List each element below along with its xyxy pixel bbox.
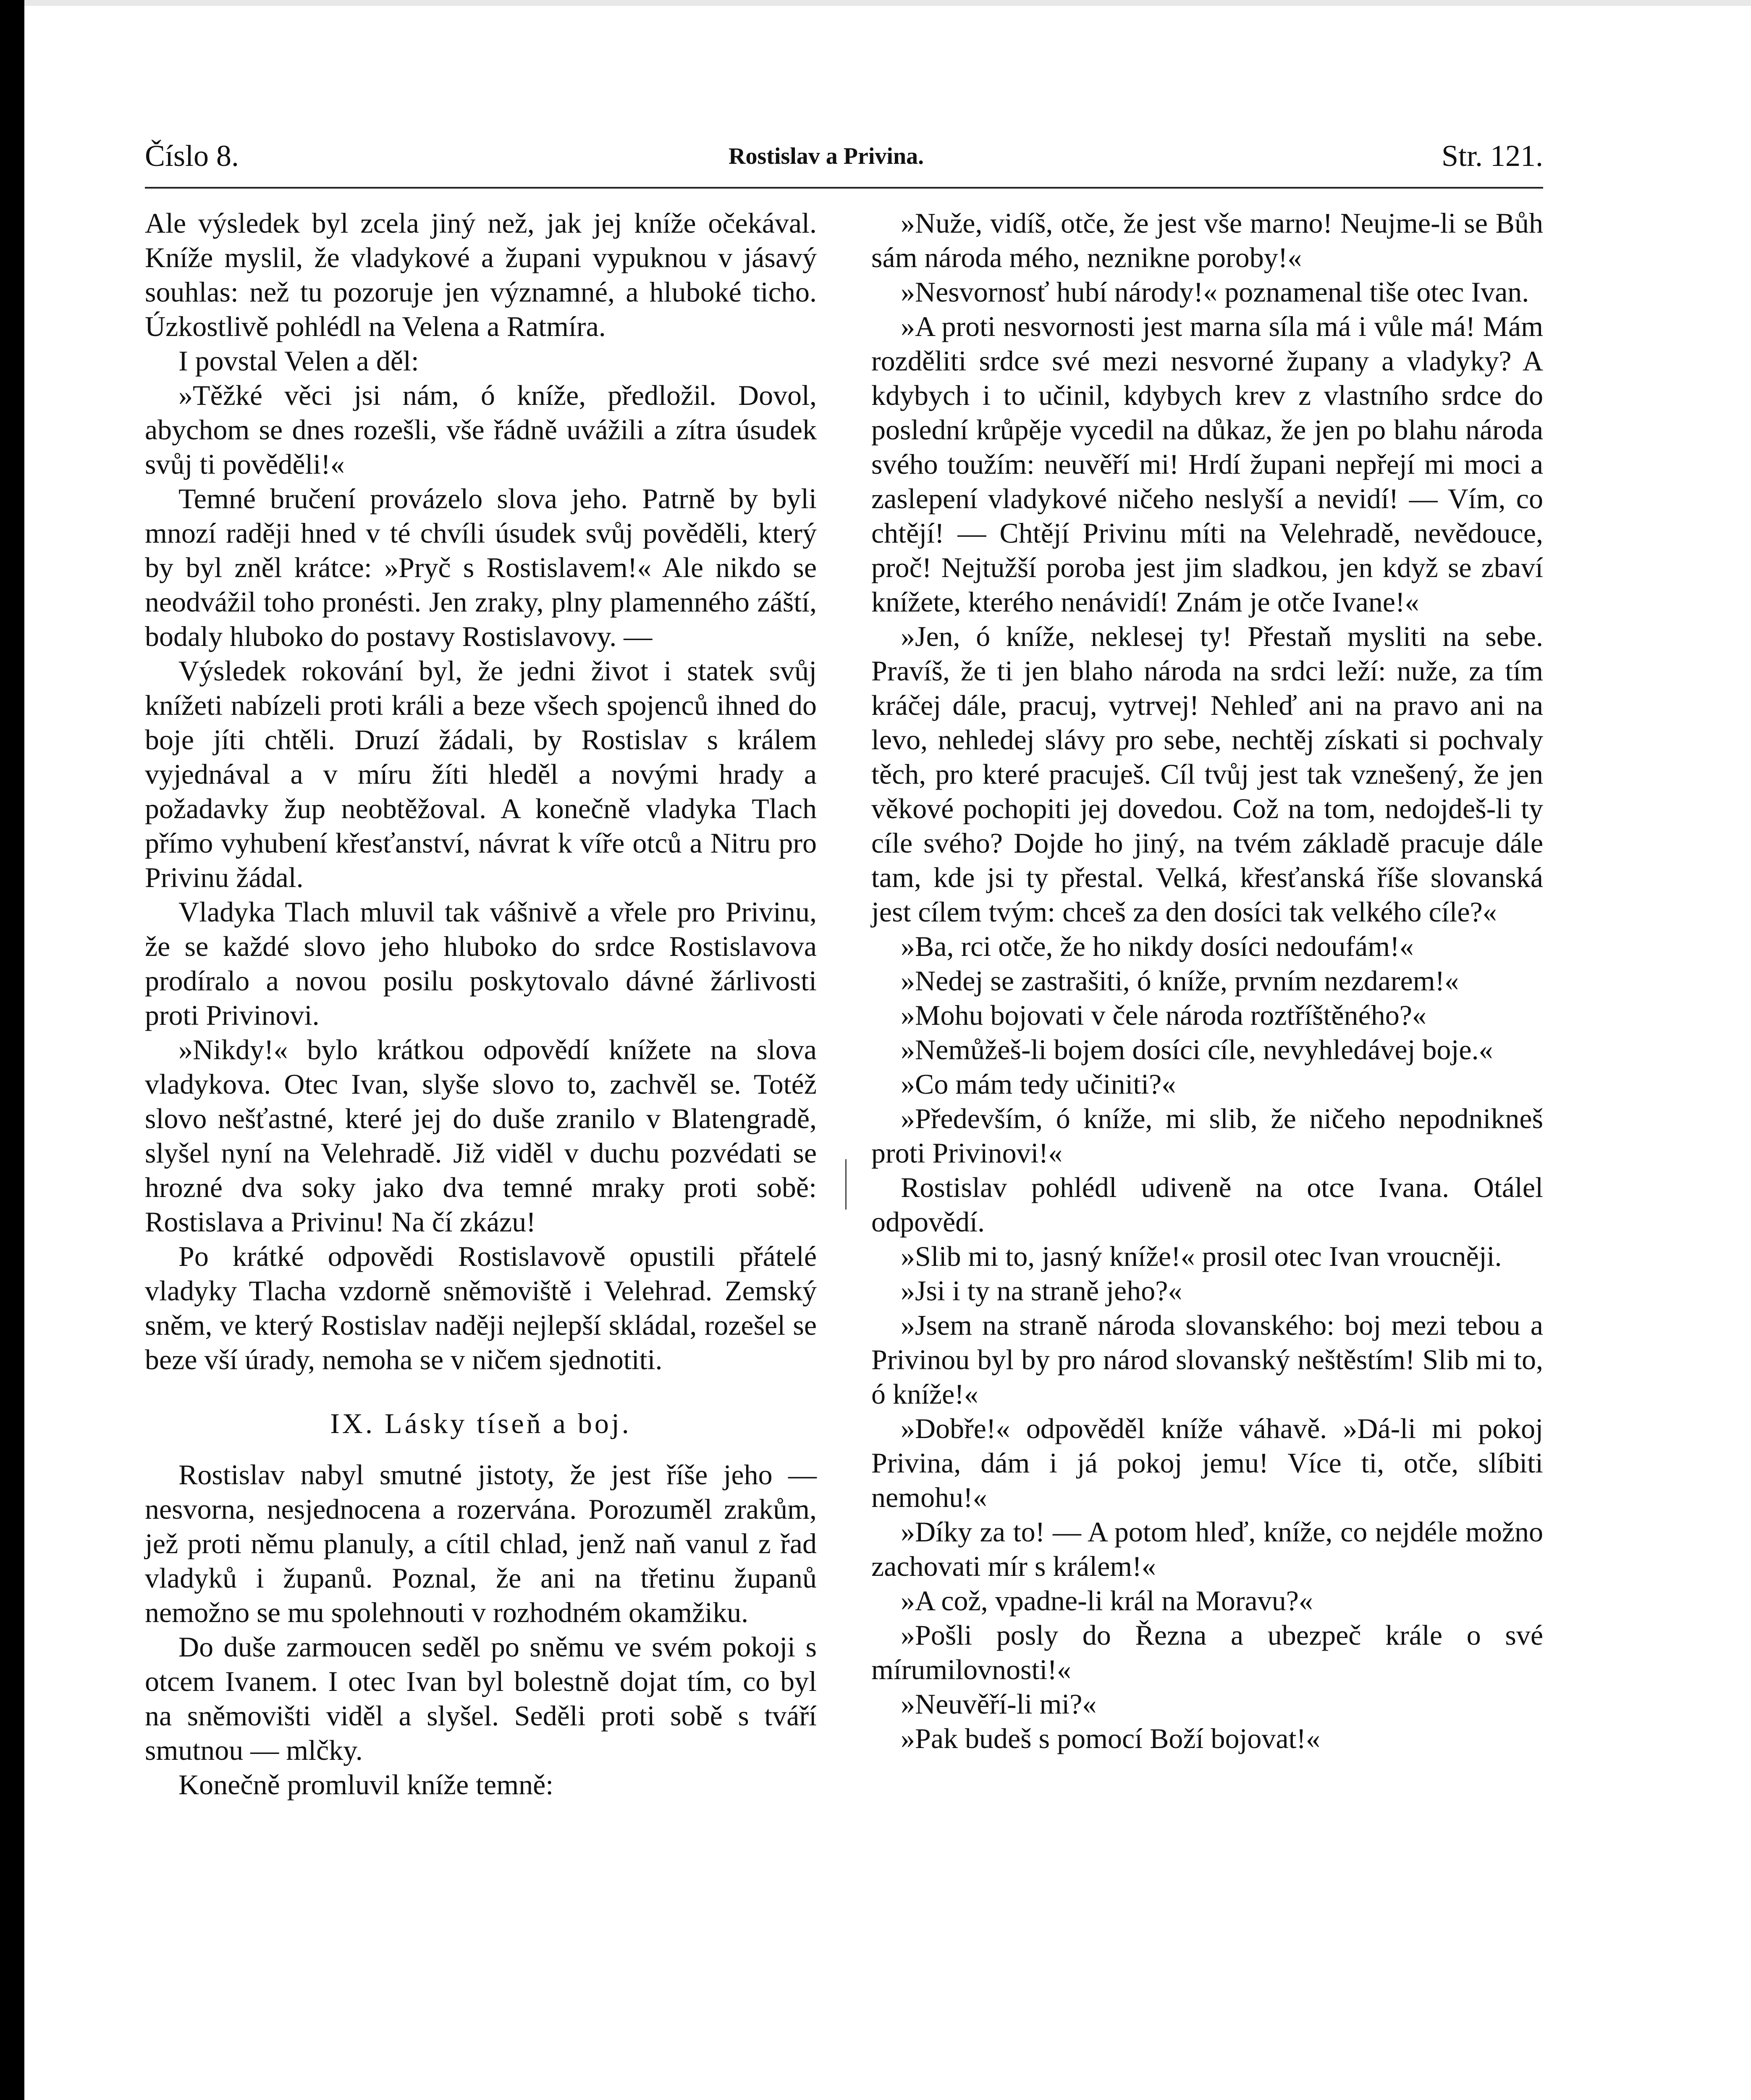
paragraph: »Jsi i ty na straně jeho?« [901, 1275, 1182, 1307]
paragraph: »Dobře!« odpověděl kníže váhavě. »Dá-li mi pokoj Privina, dám i já pokoj jemu! Více ti, otče, slíbiti nemohu!« [871, 1412, 1543, 1513]
paragraph: »Nedej se zastrašiti, ó kníže, prvním nezdarem!« [901, 965, 1459, 997]
right-column [871, 206, 1543, 1756]
paragraph: Rostislav pohlédl udiveně na otce Ivana. Otálel odpovědí. [871, 1171, 1543, 1238]
column-divider [845, 1159, 847, 1210]
left-column [145, 206, 817, 1802]
scan-top-edge [0, 0, 1751, 6]
paragraph: »Především, ó kníže, mi slib, že ničeho nepodnikneš proti Privinovi!« [871, 1102, 1543, 1169]
page-header [145, 126, 1543, 185]
issue-number: Číslo 8. [145, 139, 239, 173]
header-rule [145, 187, 1543, 189]
paragraph: Rostislav nabyl smutné jistoty, že jest říše jeho — nesvorna, nesjednocena a rozervána. Porozuměl zrakům, jež proti němu planuly, a cítil chlad, jenž naň vanul z řad vladyků i županů. Poznal, že ani na třetinu županů nemožno se mu spolehnouti v rozhodném okamžiku. [145, 1459, 817, 1628]
paragraph: »Nuže, vidíš, otče, že jest vše marno! Neujme-li se Bůh sám národa mého, neznikne poroby!« [871, 207, 1543, 273]
page-number: Str. 121. [1441, 139, 1543, 173]
paragraph: Ale výsledek byl zcela jiný než, jak jej kníže očekával. Kníže myslil, že vladykové a župani vypuknou v jásavý souhlas: než tu pozoruje jen významné, a hluboké ticho. Úzkostlivě pohlédl na Velena a Ratmíra. [145, 207, 817, 342]
paragraph: »Pošli posly do Řezna a ubezpeč krále o své mírumilovnosti!« [871, 1619, 1543, 1685]
paragraph: »A proti nesvornosti jest marna síla má i vůle má! Mám rozděliti srdce své mezi nesvorné župany a vladyky? A kdybych i to učinil, kdybych krev z vlastního srdce do poslední krůpěje vycedil na důkaz, že jen po blahu národa svého toužím: neuvěří mi! Hrdí župani nepřejí mi moci a zaslepení vladykové ničeho neslyší a nevidí! — Vím, co chtějí! — Chtějí Privinu míti na Velehradě, nevědouce, proč! Nejtužší poroba jest jim sladkou, jen když se zbaví knížete, kterého nenávidí! Znám je otče Ivane!« [871, 310, 1543, 618]
paragraph: »Nesvornosť hubí národy!« poznamenal tiše otec Ivan. [901, 276, 1529, 308]
paragraph: »Nemůžeš-li bojem dosíci cíle, nevyhledávej boje.« [901, 1034, 1493, 1066]
paragraph: Výsledek rokování byl, že jedni život i statek svůj knížeti nabízeli proti králi a beze všech spojenců ihned do boje jíti chtěli. Druzí žádali, by Rostislav s králem vyjednával a v míru žíti hleděl a novými hrady a požadavky žup neobtěžoval. A konečně vladyka Tlach přímo vyhubení křesťanství, návrat k víře otců a Nitru pro Privinu žádal. [145, 655, 817, 893]
chapter-heading: IX. Lásky tíseň a boj. [330, 1407, 632, 1439]
paragraph: Do duše zarmoucen seděl po sněmu ve svém pokoji s otcem Ivanem. I otec Ivan byl bolestně dojat tím, co byl na sněmovišti viděl a slyšel. Seděli proti sobě s tváří smutnou — mlčky. [145, 1631, 817, 1766]
paragraph: Temné bručení provázelo slova jeho. Patrně by byli mnozí raději hned v té chvíli úsudek svůj pověděli, který by byl zněl krátce: »Pryč s Rostislavem!« Ale nikdo se neodvážil toho pronésti. Jen zraky, plny plamenného záští, bodaly hluboko do postavy Rostislavovy. — [145, 483, 817, 652]
paragraph: »A což, vpadne-li král na Moravu?« [901, 1585, 1313, 1617]
paragraph: »Co mám tedy učiniti?« [901, 1068, 1176, 1100]
paragraph: »Těžké věci jsi nám, ó kníže, předložil. Dovol, abychom se dnes rozešli, vše řádně uvážili a zítra úsudek svůj ti pověděli!« [145, 379, 817, 480]
paragraph: »Jen, ó kníže, neklesej ty! Přestaň mysliti na sebe. Pravíš, že ti jen blaho národa na srdci leží: nuže, za tím kráčej dále, pracuj, vytrvej! Nehleď ani na pravo ani na levo, nehledej slávy pro sebe, nechtěj získati si pochvaly těch, pro které pracuješ. Cíl tvůj jest tak vznešený, že jen věkové pochopiti jej dovedou. Což na tom, nedojdeš-li ty cíle svého? Dojde ho jiný, na tvém základě pracuje dále tam, kde jsi ty přestal. Velká, křesťanská říše slovanská jest cílem tvým: chceš za den dosíci tak velkého cíle?« [871, 620, 1543, 928]
paragraph: »Nikdy!« bylo krátkou odpovědí knížete na slova vladykova. Otec Ivan, slyše slovo to, zachvěl se. Totéž slovo nešťastné, které jej do duše zranilo v Blatengradě, slyšel nyní na Velehradě. Již viděl v duchu pozvédati se hrozné dva soky jako dva temné mraky proti sobě: Rostislava a Privinu! Na čí zkázu! [145, 1034, 817, 1238]
running-title: Rostislav a Privina. [729, 143, 924, 169]
paragraph: Vladyka Tlach mluvil tak vášnivě a vřele pro Privinu, že se každé slovo jeho hluboko do srdce Rostislavova prodíralo a novou posilu poskytovalo dávné žárlivosti proti Privinovi. [145, 896, 817, 1031]
paragraph: Po krátké odpovědi Rostislavově opustili přátelé vladyky Tlacha vzdorně sněmoviště i Velehrad. Zemský sněm, ve který Rostislav naději nejlepší skládal, rozešel se beze vší úrady, nemoha se v ničem sjednotiti. [145, 1240, 817, 1376]
paragraph: »Jsem na straně národa slovanského: boj mezi tebou a Privinou byl by pro národ slovanský neštěstím! Slib mi to, ó kníže!« [871, 1309, 1543, 1410]
paragraph: »Mohu bojovati v čele národa roztříštěného?« [901, 999, 1426, 1031]
paragraph: I povstal Velen a děl: [178, 345, 419, 377]
paragraph: »Pak budeš s pomocí Boží bojovat!« [901, 1722, 1321, 1754]
scan-left-edge [0, 0, 24, 2100]
paragraph: »Ba, rci otče, že ho nikdy dosíci nedoufám!« [901, 930, 1414, 962]
paragraph: »Neuvěří-li mi?« [901, 1688, 1097, 1720]
paragraph: »Díky za to! — A potom hleď, kníže, co nejdéle možno zachovati mír s králem!« [871, 1516, 1543, 1582]
paragraph: Konečně promluvil kníže temně: [178, 1769, 554, 1801]
paragraph: »Slib mi to, jasný kníže!« prosil otec Ivan vroucněji. [901, 1240, 1502, 1272]
